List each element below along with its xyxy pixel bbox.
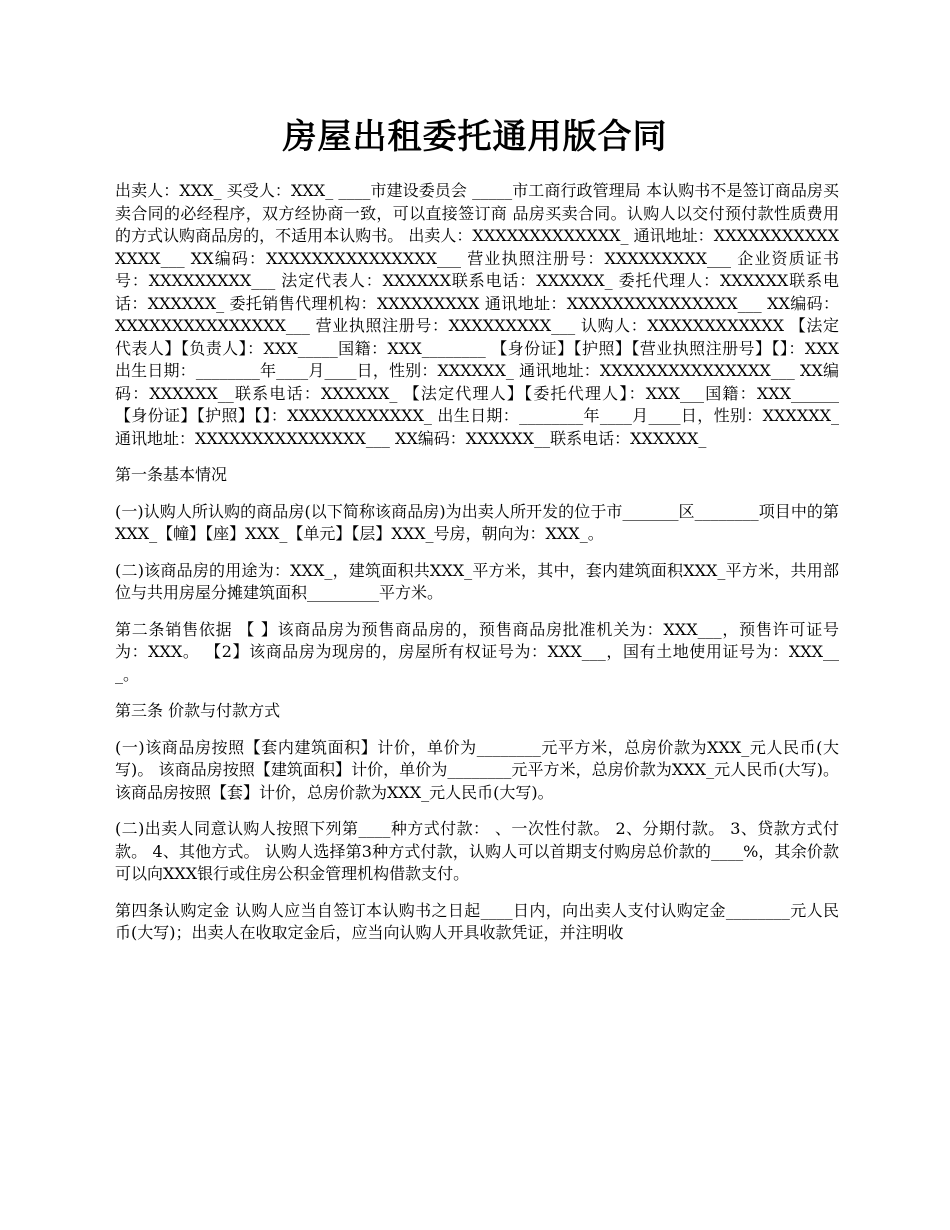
article-3-clause-2: (二)出卖人同意认购人按照下列第____种方式付款： 、一次性付款。 2、分期付款。 3、贷款方式付款。 4、其他方式。 认购人选择第3种方式付款，认购人可以首期支付购房总价款的____%，其余价款可以向XXX银行或住房公积金管理机构借款支付。	[115, 819, 839, 883]
article-1-heading: 第一条基本情况	[115, 465, 228, 484]
article-4-paragraph: 第四条认购定金 认购人应当自签订本认购书之日起____日内，向出卖人支付认购定金________元人民币(大写)；出卖人在收取定金后，应当向认购人开具收款凭证，并注明收	[115, 900, 839, 942]
article-1-clause-1: (一)认购人所认购的商品房(以下简称该商品房)为出卖人所开发的位于市_______区________项目中的第XXX_【幢】【座】XXX_【单元】【层】XXX_号房，朝向为：XXX_。	[115, 501, 839, 543]
party-info-paragraph: 出卖人：XXX_ 买受人：XXX_ ____市建设委员会 _____市工商行政管理局 本认购书不是签订商品房买卖合同的必经程序，双方经协商一致，可以直接签订商 品房买卖合同。认购人以交付预付款性质费用的方式认购商品房的，不适用本认购书。 出卖人：XXXXXXXXXXXXX_ 通讯地址：XXXXXXXXXXXXXXX___ XX编码：XXXXXXXXXXXXXXX___ 营业执照注册号：XXXXXXXXX___ 企业资质证书号：XXXXXXXXX___ 法定代表人：XXXXXX联系电话：XXXXXX_ 委托代理人：XXXXXX联系电话：XXXXXX_ 委托销售代理机构：XXXXXXXXX 通讯地址：XXXXXXXXXXXXXXX___ XX编码：XXXXXXXXXXXXXXX___ 营业执照注册号：XXXXXXXXX___ 认购人：XXXXXXXXXXXX 【法定代表人】【负责人】：XXX_____国籍：XXX________ 【身份证】【护照】【营业执照注册号】【】：XXX 出生日期：________年____月____日，性别：XXXXXX_ 通讯地址：XXXXXXXXXXXXXXX___ XX编码：XXXXXX__联系电话：XXXXXX_ 【法定代理人】【委托代理人】：XXX___国籍：XXX______ 【身份证】【护照】【】：XXXXXXXXXXXX_ 出生日期：________年____月____日，性别：XXXXXX_ 通讯地址：XXXXXXXXXXXXXXX___ XX编码：XXXXXX__联系电话：XXXXXX_	[115, 181, 839, 448]
document-body	[115, 180, 839, 959]
article-1-clause-2: (二)该商品房的用途为：XXX_，建筑面积共XXX_平方米，其中，套内建筑面积XXX_平方米，共用部位与共用房屋分摊建筑面积_________平方米。	[115, 560, 839, 602]
article-3-clause-1: (一)该商品房按照【套内建筑面积】计价，单价为________元平方米，总房价款为XXX_元人民币(大写)。 该商品房按照【建筑面积】计价，单价为________元平方米，总房价款为XXX_元人民币(大写)。 该商品房按照【套】计价，总房价款为XXX_元人民币(大写)。	[115, 737, 839, 802]
article-2-paragraph: 第二条销售依据 【 】该商品房为预售商品房的，预售商品房批准机关为：XXX___，预售许可证号为：XXX。 【2】该商品房为现房的，房屋所有权证号为：XXX___，国有土地使用证号为：XXX___。	[115, 619, 839, 684]
document-title: 房屋出租委托通用版合同	[282, 117, 668, 157]
article-3-heading: 第三条 价款与付款方式	[115, 701, 281, 720]
